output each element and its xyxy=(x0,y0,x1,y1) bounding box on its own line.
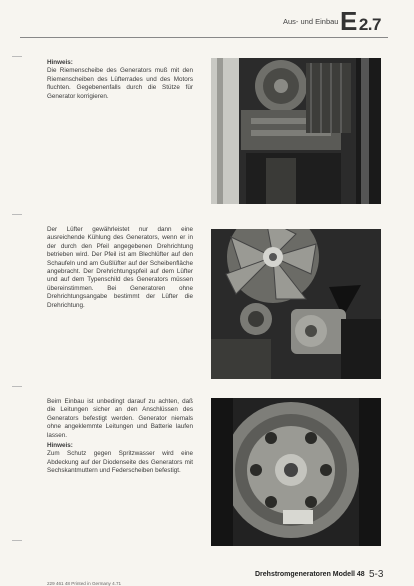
note-label: Hinweis: xyxy=(47,59,73,66)
paragraph-text: Zum Schutz gegen Spritzwasser wird eine Abdeckung auf der Diodenseite des Generators mit Sechskantmuttern und Federscheiben befestigt. xyxy=(47,450,193,475)
photo-generator-diode-side xyxy=(211,398,381,546)
paragraph-text: Die Riemenscheibe des Generators muß mit den Riemenscheiben des Lüfterrades und des Motors fluchten. Gegebenenfalls durch die Stütze für Generator korrigieren. xyxy=(47,67,193,100)
photo-fan-direction xyxy=(211,229,381,379)
photo-generator-pulley xyxy=(211,58,381,204)
paragraph-text: Der Lüfter gewährleistet nur dann eine ausreichende Kühlung des Generators, wenn er in der durch den Pfeil angegebenen Drehrichtung betrieben wird. Der Pfeil ist am Blechlüfter auf den Schaufeln und am Gußlüfter auf der Scheibenfläche angebracht. Der Drehrichtungspfeil auf dem Lüfter und auf dem Typenschild des Generators müssen übereinstimmen. Bei Generatoren ohne Drehrichtungsangabe bestimmt der Lüfter die Drehrichtung. xyxy=(47,226,193,309)
print-note: 229 461 48 Printed in Germany 4.71 xyxy=(47,581,122,586)
section-code xyxy=(340,6,381,37)
footer-title: Drehstromgeneratoren Modell 48 xyxy=(255,571,365,578)
section-letter: E xyxy=(340,6,357,36)
section-label: Aus- und Einbau xyxy=(283,17,339,26)
paragraph-fan-rotation xyxy=(47,226,193,310)
page-number: 5-3 xyxy=(369,569,384,580)
margin-tick xyxy=(12,56,22,57)
section-number: 2.7 xyxy=(358,15,381,34)
margin-tick xyxy=(12,214,22,215)
margin-tick xyxy=(12,386,22,387)
paragraph-text: Beim Einbau ist unbedingt darauf zu achten, daß die Leitungen sicher an den Anschlüssen des Generators befestigt werden. Generator niemals ohne angeklemmte Leitungen und Batterie laufen lassen. xyxy=(47,398,193,439)
note-label: Hinweis: xyxy=(47,442,73,449)
header-rule xyxy=(20,37,388,38)
paragraph-installation-wiring xyxy=(47,398,193,440)
paragraph-generator-alignment xyxy=(47,59,193,101)
paragraph-splash-cover xyxy=(47,442,193,476)
margin-tick xyxy=(12,540,22,541)
